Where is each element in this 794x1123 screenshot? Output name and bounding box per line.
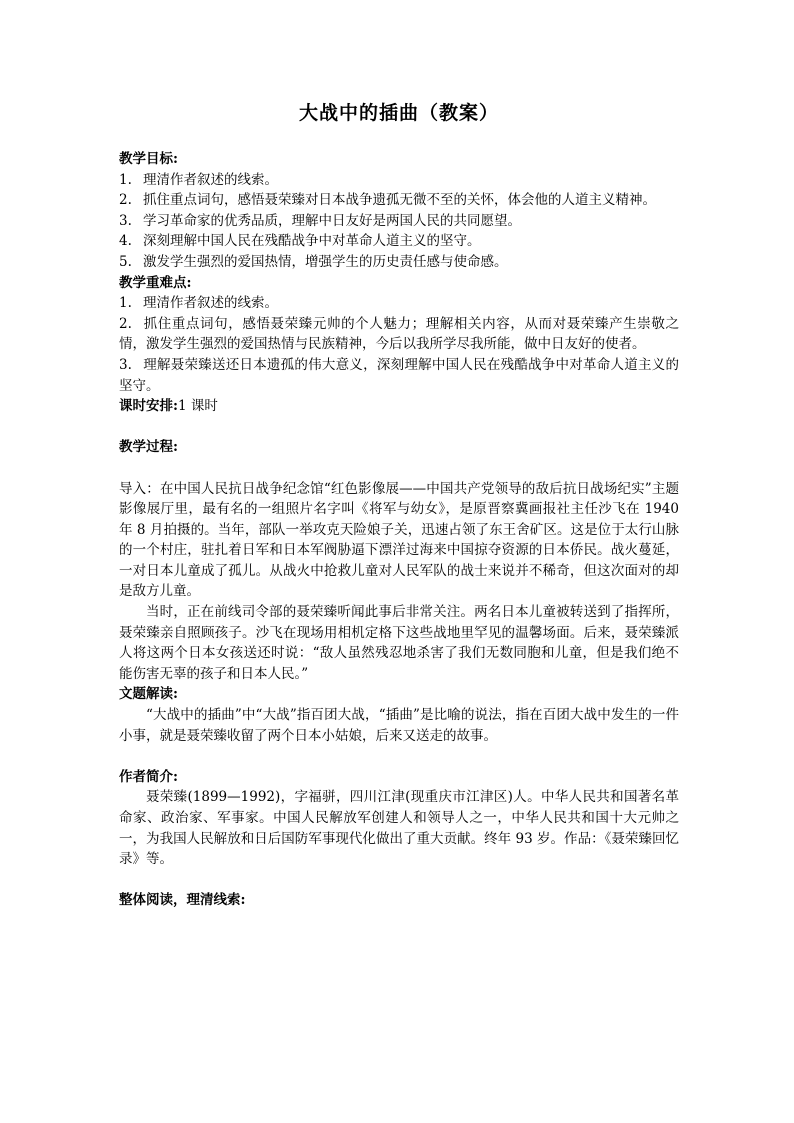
objective-number: 2. [119, 192, 132, 209]
page-title: 大战中的插曲（教案） [298, 102, 499, 124]
objective-text: 抓住重点词句，感悟聂荣臻对日本战争遗孤无微不至的关怀，体会他的人道主义精神。 [143, 192, 656, 209]
process-heading: 教学过程: [119, 439, 178, 456]
key-point-text: 理解聂荣臻送还日本遗孤的伟大意义，深刻理解中国人民在残酷战争中对革命人道主义的坚守。 [119, 356, 679, 394]
objective-text: 理清作者叙述的线索。 [143, 171, 278, 188]
objectives-heading: 教学目标: [119, 151, 178, 167]
author-paragraph: 聂荣臻(1899—1992)，字福骈，四川江津(现重庆市江津区)人。中华人民共和国著名革命家、政治家、军事家。中国人民解放军创建人和领导人之一，中华人民共和国十大元帅之一，为我国人民解放和日后国防军事现代化做出了重大贡献。终年 93 岁。作品：《聂荣臻回忆录》等。 [119, 789, 679, 868]
schedule-label: 课时安排: [119, 398, 178, 415]
objective-item [119, 252, 679, 273]
key-point-item [119, 355, 679, 396]
key-point-text: 抓住重点词句，感悟聂荣臻元帅的个人魅力；理解相关内容，从而对聂荣臻产生崇敬之情，激发学生强烈的爱国热情与民族精神，今后以我所学尽我所能，做中日友好的使者。 [119, 315, 679, 353]
objective-item [119, 190, 679, 211]
reading-heading: 整体阅读，理清线索: [119, 892, 246, 909]
blank-line [119, 870, 679, 891]
objective-number: 4. [119, 233, 132, 250]
blank-line [119, 746, 679, 767]
key-point-item [119, 293, 679, 314]
author-heading: 作者简介: [119, 768, 178, 785]
objective-text: 激发学生强烈的爱国热情，增强学生的历史责任感与使命感。 [143, 253, 508, 270]
key-point-number: 2. [119, 315, 132, 332]
intro-paragraph: 当时，正在前线司令部的聂荣臻听闻此事后非常关注。两名日本儿童被转送到了指挥所，聂荣臻亲自照顾孩子。沙飞在现场用相机定格下这些战地里罕见的温馨场面。后来，聂荣臻派人将这两个日本女孩送还时说：“敌人虽然残忍地杀害了我们无数同胞和儿童，但是我们绝不能伤害无辜的孩子和日本人民。” [119, 604, 679, 682]
objective-item [119, 231, 679, 252]
objective-item [119, 170, 679, 191]
blank-line [119, 417, 679, 438]
title-explain-heading: 文题解读: [119, 686, 178, 703]
document-body [119, 149, 679, 911]
objective-number: 5. [119, 253, 132, 270]
key-point-number: 3. [119, 356, 132, 373]
schedule-value: 1 课时 [177, 398, 218, 415]
objective-number: 1. [119, 171, 132, 188]
objective-text: 深刻理解中国人民在残酷战争中对革命人道主义的坚守。 [143, 233, 481, 250]
key-point-text: 理清作者叙述的线索。 [143, 295, 278, 312]
key-points-heading: 教学重难点: [119, 274, 192, 291]
schedule-line [119, 396, 679, 417]
key-point-item [119, 314, 679, 355]
blank-line [119, 458, 679, 479]
objective-item [119, 211, 679, 232]
key-point-number: 1. [119, 295, 132, 312]
objective-text: 学习革命家的优秀品质，理解中日友好是两国人民的共同愿望。 [143, 212, 521, 229]
title-explain-paragraph: “大战中的插曲”中“大战”指百团大战，“插曲”是比喻的说法，指在百团大战中发生的一件小事，就是聂荣臻收留了两个日本小姑娘，后来又送走的故事。 [119, 707, 679, 744]
objective-number: 3. [119, 212, 132, 229]
intro-paragraph: 导入：在中国人民抗日战争纪念馆“红色影像展——中国共产党领导的敌后抗日战场纪实”主题影像展厅里，最有名的一组照片名字叫《将军与幼女》，是原晋察冀画报社主任沙飞在 1940 年 8 月拍摄的。当年，部队一举攻克天险娘子关，迅速占领了东王舍矿区。这是位于太行山脉的一个村庄，驻扎着日军和日本军阀胁逼下漂洋过海来中国掠夺资源的日本侨民。战火蔓延，一对日本儿童成了孤儿。从战火中抢救儿童对人民军队的战士来说并不稀奇，但这次面对的却是敌方儿童。 [119, 480, 679, 600]
